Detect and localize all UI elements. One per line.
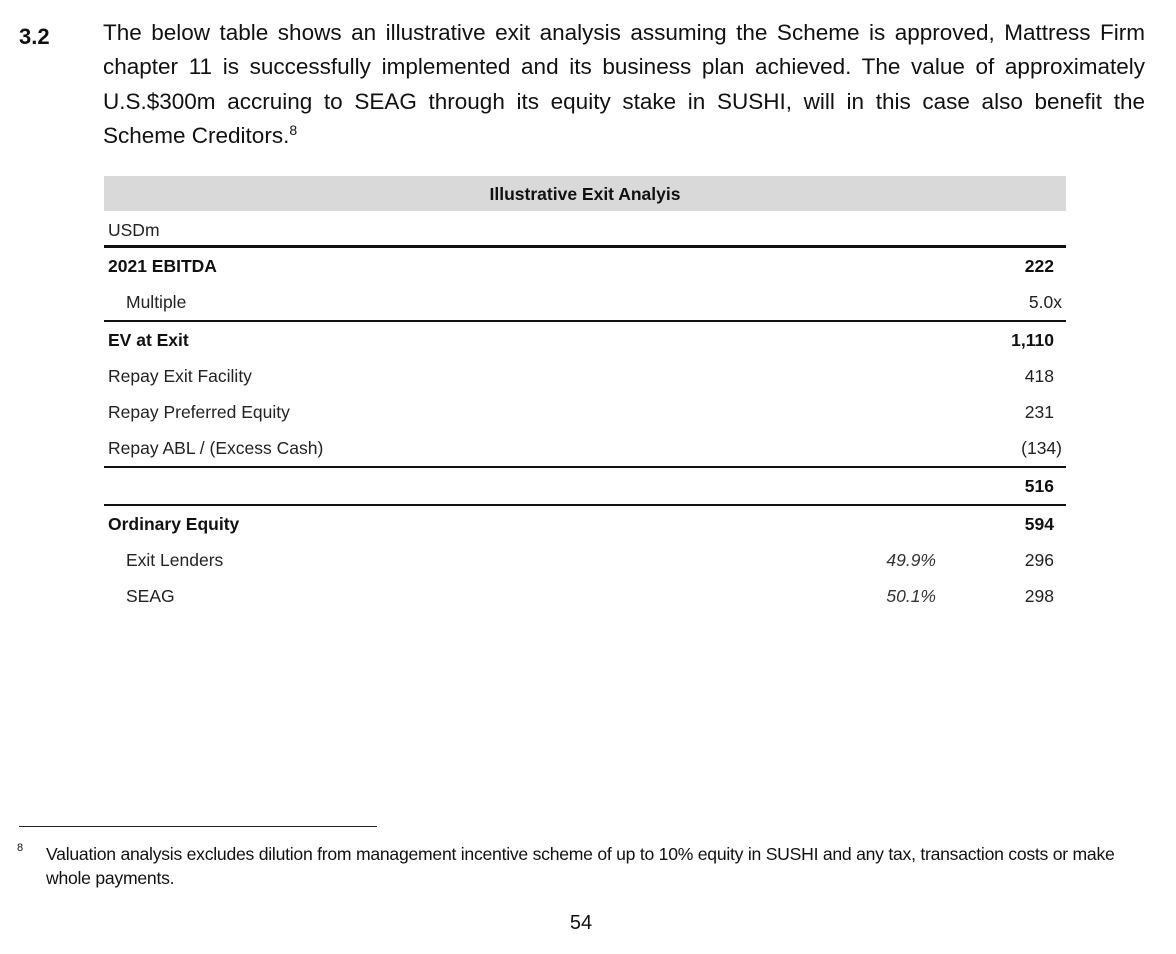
table-row-repay-preferred-equity: [104, 394, 1066, 430]
table-title: Illustrative Exit Analyis: [104, 176, 1066, 211]
table-row-ebitda: [104, 248, 1066, 284]
row-label: Repay ABL / (Excess Cash): [108, 438, 324, 458]
row-value: 5.0x: [1028, 292, 1062, 312]
paragraph-text: The below table shows an illustrative exit analysis assuming the Scheme is approved, Mattress Firm chapter 11 is successfully implemented and its business plan achieved. The value of approximately U.S.$300m accruing to SEAG through its equity stake in SUSHI, will in this case also benefit the Scheme Creditors.: [103, 20, 1145, 148]
row-value: 296: [1024, 550, 1054, 570]
row-value: 231: [1024, 402, 1054, 422]
section-paragraph: [103, 16, 1145, 153]
footnote-number: 8: [17, 842, 24, 854]
page-number: 54: [569, 912, 593, 934]
unit-label: USDm: [108, 220, 160, 240]
row-label: Exit Lenders: [126, 550, 224, 570]
table-row-exit-lenders: [104, 542, 1066, 578]
table-row-seag: [104, 578, 1066, 614]
row-label: Repay Exit Facility: [108, 366, 252, 386]
table-row-ev-at-exit: [104, 322, 1066, 358]
row-value: 516: [1024, 476, 1054, 496]
footnote-reference: 8: [289, 121, 298, 138]
footnote-text: Valuation analysis excludes dilution from management incentive scheme of up to 10% equity in SUSHI and any tax, transaction costs or make whole payments.: [46, 844, 1115, 888]
row-value: 418: [1024, 366, 1054, 386]
row-value: (134): [1021, 438, 1062, 458]
row-percentage: 50.1%: [886, 586, 936, 606]
section-number: 3.2: [19, 24, 50, 49]
row-value: 1,110: [1011, 330, 1054, 350]
row-value: 298: [1024, 586, 1054, 606]
row-label: SEAG: [126, 586, 175, 606]
table-unit-row: [104, 211, 1066, 248]
footnote-separator: [19, 826, 377, 827]
table-row-ordinary-equity: [104, 506, 1066, 542]
exit-analysis-table: [104, 176, 1066, 614]
table-row-repay-exit-facility: [104, 358, 1066, 394]
row-percentage: 49.9%: [886, 550, 936, 570]
row-label: 2021 EBITDA: [108, 256, 217, 276]
table-row-multiple: [104, 284, 1066, 322]
table-row-subtotal: [104, 468, 1066, 506]
table-row-repay-abl: [104, 430, 1066, 468]
row-label: EV at Exit: [108, 330, 189, 350]
row-label: Repay Preferred Equity: [108, 402, 290, 422]
row-value: 594: [1024, 514, 1054, 534]
row-label: Ordinary Equity: [108, 514, 240, 534]
row-value: 222: [1024, 256, 1054, 276]
row-label: Multiple: [126, 292, 187, 312]
